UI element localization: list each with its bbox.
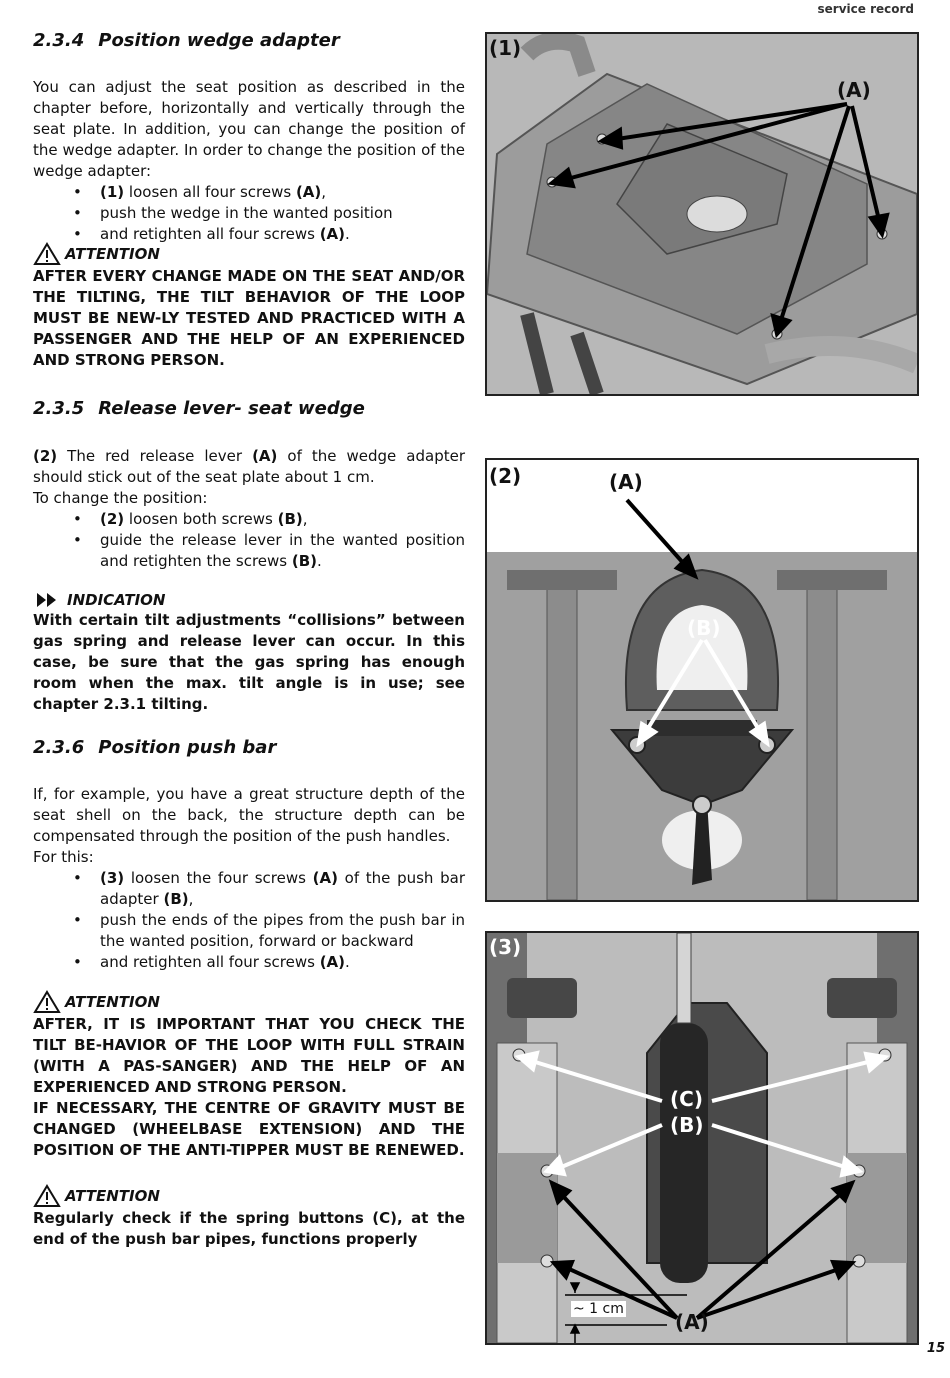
text: loosen the four screws: [124, 869, 313, 887]
attention-text: AFTER EVERY CHANGE MADE ON THE SEAT AND/OR THE TILTING, THE TILT BEHAVIOR OF THE LOOP MUST BE NEW-LY TESTED AND PRACTICED WITH A PASSENGER AND THE HELP OF AN EXPERIENCED AND STRONG PERSON.: [33, 267, 465, 369]
list-item: [33, 868, 465, 910]
indication-text: With certain tilt adjustments “collisions” between gas spring and release lever can occur. In this case, be sure that the gas spring has enough room when the max. tilt angle is in use; see chapter 2.3.1 tilting.: [33, 611, 465, 713]
text: and retighten all four screws: [100, 953, 320, 971]
figure-label: (3): [489, 935, 522, 959]
ref: (2): [33, 447, 58, 465]
attention-text: Regularly check if the spring buttons (C), at the end of the push bar pipes, functions properly: [33, 1209, 465, 1248]
ref: (B): [291, 552, 318, 570]
section-number: 2.3.6: [33, 737, 85, 758]
attention-block-3: [33, 1184, 465, 1250]
ref: (A): [319, 225, 346, 243]
section-title: Position push bar: [98, 737, 277, 758]
figure-3-push-bar: [485, 931, 919, 1345]
header-section: service record: [817, 2, 914, 16]
paragraph: You can adjust the seat position as described in the chapter before, horizontally and vertically through the seat plate. In addition, you can change the position of the wedge adapter. In order to change the position of the wedge adapter:: [33, 78, 465, 180]
paragraph: For this:: [33, 848, 94, 866]
attention-text: IF NECESSARY, THE CENTRE OF GRAVITY MUST BE CHANGED (WHEELBASE EXTENSION) AND THE POSITION OF THE ANTI-TIPPER MUST BE RENEWED.: [33, 1099, 465, 1159]
text: of the wedge adapter should stick out of the seat plate about 1 cm.: [33, 447, 465, 486]
list-item: [33, 182, 465, 203]
attention-heading: [33, 242, 465, 266]
ref: (A): [319, 953, 346, 971]
indication-heading: [33, 590, 465, 610]
attention-heading: [33, 990, 465, 1014]
section-2-3-6-body: [33, 784, 465, 973]
text: .: [317, 552, 322, 570]
list-item: [33, 952, 465, 973]
figure-2-release-lever: [485, 458, 919, 902]
text: ,: [321, 183, 327, 201]
section-title: Position wedge adapter: [98, 30, 340, 51]
callout-a: (A): [609, 470, 643, 494]
callout-a: (A): [675, 1310, 709, 1334]
ref: (A): [252, 447, 278, 465]
figure-3-illustration: [487, 933, 917, 1343]
warning-triangle-icon: [33, 242, 61, 266]
section-2-3-5-body: [33, 446, 465, 572]
text: of the push bar adapter: [100, 869, 465, 908]
list-item: [33, 203, 465, 224]
page-number: 15: [926, 1341, 945, 1356]
bullet-list: [33, 868, 465, 973]
section-heading-2-3-4: [33, 30, 340, 51]
section-title: Release lever- seat wedge: [98, 398, 365, 419]
text: push the ends of the pipes from the push bar in the wanted position, forward or backward: [100, 911, 465, 950]
list-item: [33, 509, 465, 530]
callout-b: (B): [670, 1113, 704, 1137]
figure-2-illustration: [487, 460, 917, 900]
bullet-list: [33, 182, 465, 245]
double-arrow-icon: [33, 590, 63, 610]
attention-text: AFTER, IT IS IMPORTANT THAT YOU CHECK THE TILT BE-HAVIOR OF THE LOOP WITH FULL STRAIN (WITH A PAS-SANGER) AND THE HELP OF AN EXPERIENCED AND STRONG PERSON.: [33, 1015, 465, 1096]
text: .: [345, 953, 350, 971]
section-heading-2-3-6: [33, 737, 276, 758]
dimension-label: ~ 1 cm: [573, 1301, 624, 1317]
section-number: 2.3.4: [33, 30, 85, 51]
figure-label: (1): [489, 36, 522, 60]
ref: (2): [100, 510, 125, 528]
ref: (3): [100, 869, 125, 887]
ref: (B): [277, 510, 303, 528]
warning-triangle-icon: [33, 990, 61, 1014]
attention-block-1: [33, 242, 465, 371]
attention-heading: [33, 1184, 465, 1208]
text: push the wedge in the wanted position: [100, 204, 393, 222]
callout-c: (C): [670, 1087, 703, 1111]
warning-triangle-icon: [33, 1184, 61, 1208]
text: loosen all four screws: [124, 183, 296, 201]
text: loosen both screws: [124, 510, 278, 528]
text: guide the release lever in the wanted position and retighten the screws: [100, 531, 465, 570]
ref: (A): [312, 869, 338, 887]
text: The red release lever: [57, 447, 253, 465]
section-2-3-4-body: [33, 77, 465, 245]
figure-label: (2): [489, 464, 522, 488]
text: ,: [302, 510, 308, 528]
paragraph: [33, 446, 465, 488]
attention-label: ATTENTION: [65, 245, 160, 263]
indication-label: INDICATION: [67, 591, 166, 609]
ref: (B): [163, 890, 189, 908]
text: ,: [188, 890, 194, 908]
section-number: 2.3.5: [33, 398, 85, 419]
attention-label: ATTENTION: [65, 993, 160, 1011]
ref: (A): [295, 183, 322, 201]
bullet-list: [33, 509, 465, 572]
attention-label: ATTENTION: [65, 1187, 160, 1205]
list-item: [33, 910, 465, 952]
text: and retighten all four screws: [100, 225, 320, 243]
list-item: [33, 530, 465, 572]
ref: (1): [100, 183, 125, 201]
figure-1-wedge-adapter: [485, 32, 919, 396]
indication-block: [33, 590, 465, 715]
paragraph: To change the position:: [33, 489, 208, 507]
callout-b: (B): [687, 616, 721, 640]
paragraph: If, for example, you have a great structure depth of the seat shell on the back, the structure depth can be compensated through the position of the push handles.: [33, 785, 465, 845]
callout-a: (A): [837, 78, 871, 102]
attention-block-2: [33, 990, 465, 1161]
text: .: [345, 225, 350, 243]
section-heading-2-3-5: [33, 398, 365, 419]
